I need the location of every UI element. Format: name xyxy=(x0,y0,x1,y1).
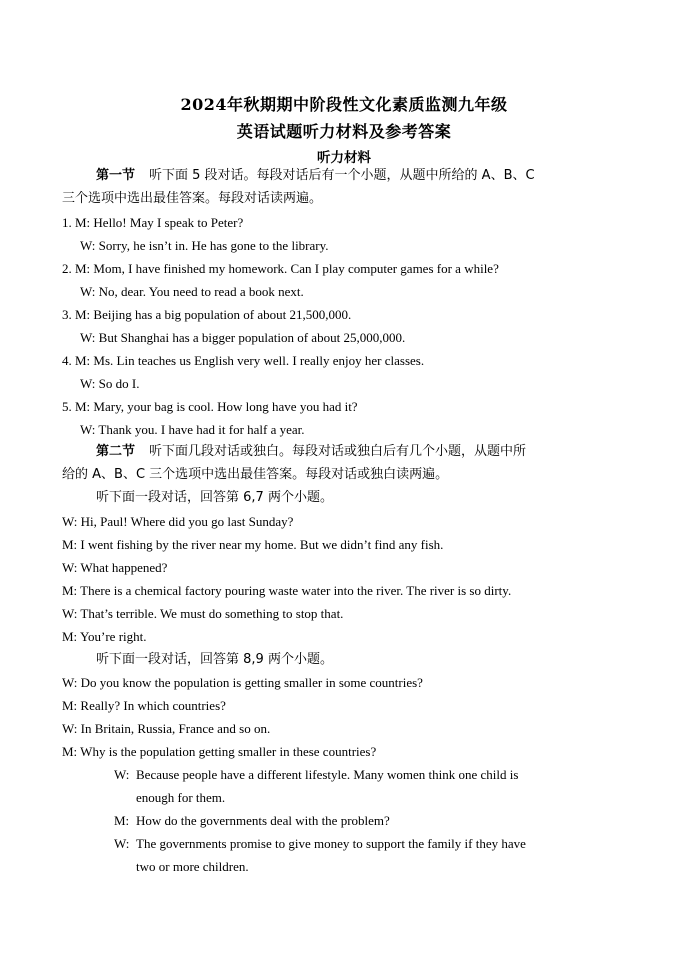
dialogue-1-m: 1. M: Hello! May I speak to Peter? xyxy=(62,215,244,230)
part1-intro: 听下面一段对话，回答第 6,7 两个小题。 xyxy=(96,490,333,505)
indented-text: The governments promise to give money to support the family if they have xyxy=(136,836,526,851)
dialogue-2-m: 2. M: Mom, I have finished my homework. Can I play computer games for a while? xyxy=(62,261,499,276)
part1-line: M: You’re right. xyxy=(62,629,147,644)
part1-line: W: What happened? xyxy=(62,560,168,575)
section2-instruction-a: 听下面几段对话或独白。每段对话或独白后有几个小题，从题中所 xyxy=(149,444,527,459)
part2-line: W: Do you know the population is getting smaller in some countries? xyxy=(62,675,423,690)
indented-speaker: W: xyxy=(114,836,130,851)
dialogue-5-w: W: Thank you. I have had it for half a year. xyxy=(80,422,305,437)
dialogue-3-m: 3. M: Beijing has a big population of about 21,500,000. xyxy=(62,307,352,322)
part2-line: W: In Britain, Russia, France and so on. xyxy=(62,721,271,736)
section1-instruction xyxy=(96,168,626,184)
indented-cont: enough for them. xyxy=(136,790,226,805)
section1-instruction-a: 听下面 5 段对话。每段对话后有一个小题，从题中所给的 A、B、C xyxy=(149,168,535,183)
dialogue-5-m: 5. M: Mary, your bag is cool. How long have you had it? xyxy=(62,399,358,414)
part1-line: M: There is a chemical factory pouring waste water into the river. The river is so dirty. xyxy=(62,583,512,598)
indented-speaker: M: xyxy=(114,813,130,828)
section1-instruction-b: 三个选项中选出最佳答案。每段对话读两遍。 xyxy=(62,191,323,206)
dialogue-2-w: W: No, dear. You need to read a book next. xyxy=(80,284,304,299)
section-heading: 听力材料 xyxy=(317,150,371,166)
part1-line: M: I went fishing by the river near my home. But we didn’t find any fish. xyxy=(62,537,444,552)
indented-text: Because people have a different lifestyle. Many women think one child is xyxy=(136,767,519,782)
part2-line: M: Why is the population getting smaller in these countries? xyxy=(62,744,377,759)
document-title-line-1: 2024年秋期期中阶段性文化素质监测九年级 xyxy=(180,95,508,114)
part1-line: W: Hi, Paul! Where did you go last Sunday? xyxy=(62,514,294,529)
section1-label: 第一节 xyxy=(96,168,136,183)
document-title-line-2: 英语试题听力材料及参考答案 xyxy=(236,122,452,141)
dialogue-3-w: W: But Shanghai has a bigger population of about 25,000,000. xyxy=(80,330,406,345)
section2-instruction-b: 给的 A、B、C 三个选项中选出最佳答案。每段对话或独白读两遍。 xyxy=(62,467,449,482)
section2-label: 第二节 xyxy=(96,444,136,459)
dialogue-4-m: 4. M: Ms. Lin teaches us English very well. I really enjoy her classes. xyxy=(62,353,425,368)
indented-text: How do the governments deal with the problem? xyxy=(136,813,390,828)
part1-line: W: That’s terrible. We must do something to stop that. xyxy=(62,606,344,621)
indented-cont: two or more children. xyxy=(136,859,249,874)
section2-instruction xyxy=(96,444,626,460)
dialogue-1-w: W: Sorry, he isn’t in. He has gone to the library. xyxy=(80,238,329,253)
dialogue-4-w: W: So do I. xyxy=(80,376,140,391)
part2-line: M: Really? In which countries? xyxy=(62,698,226,713)
part2-intro: 听下面一段对话，回答第 8,9 两个小题。 xyxy=(96,652,333,667)
indented-speaker: W: xyxy=(114,767,130,782)
